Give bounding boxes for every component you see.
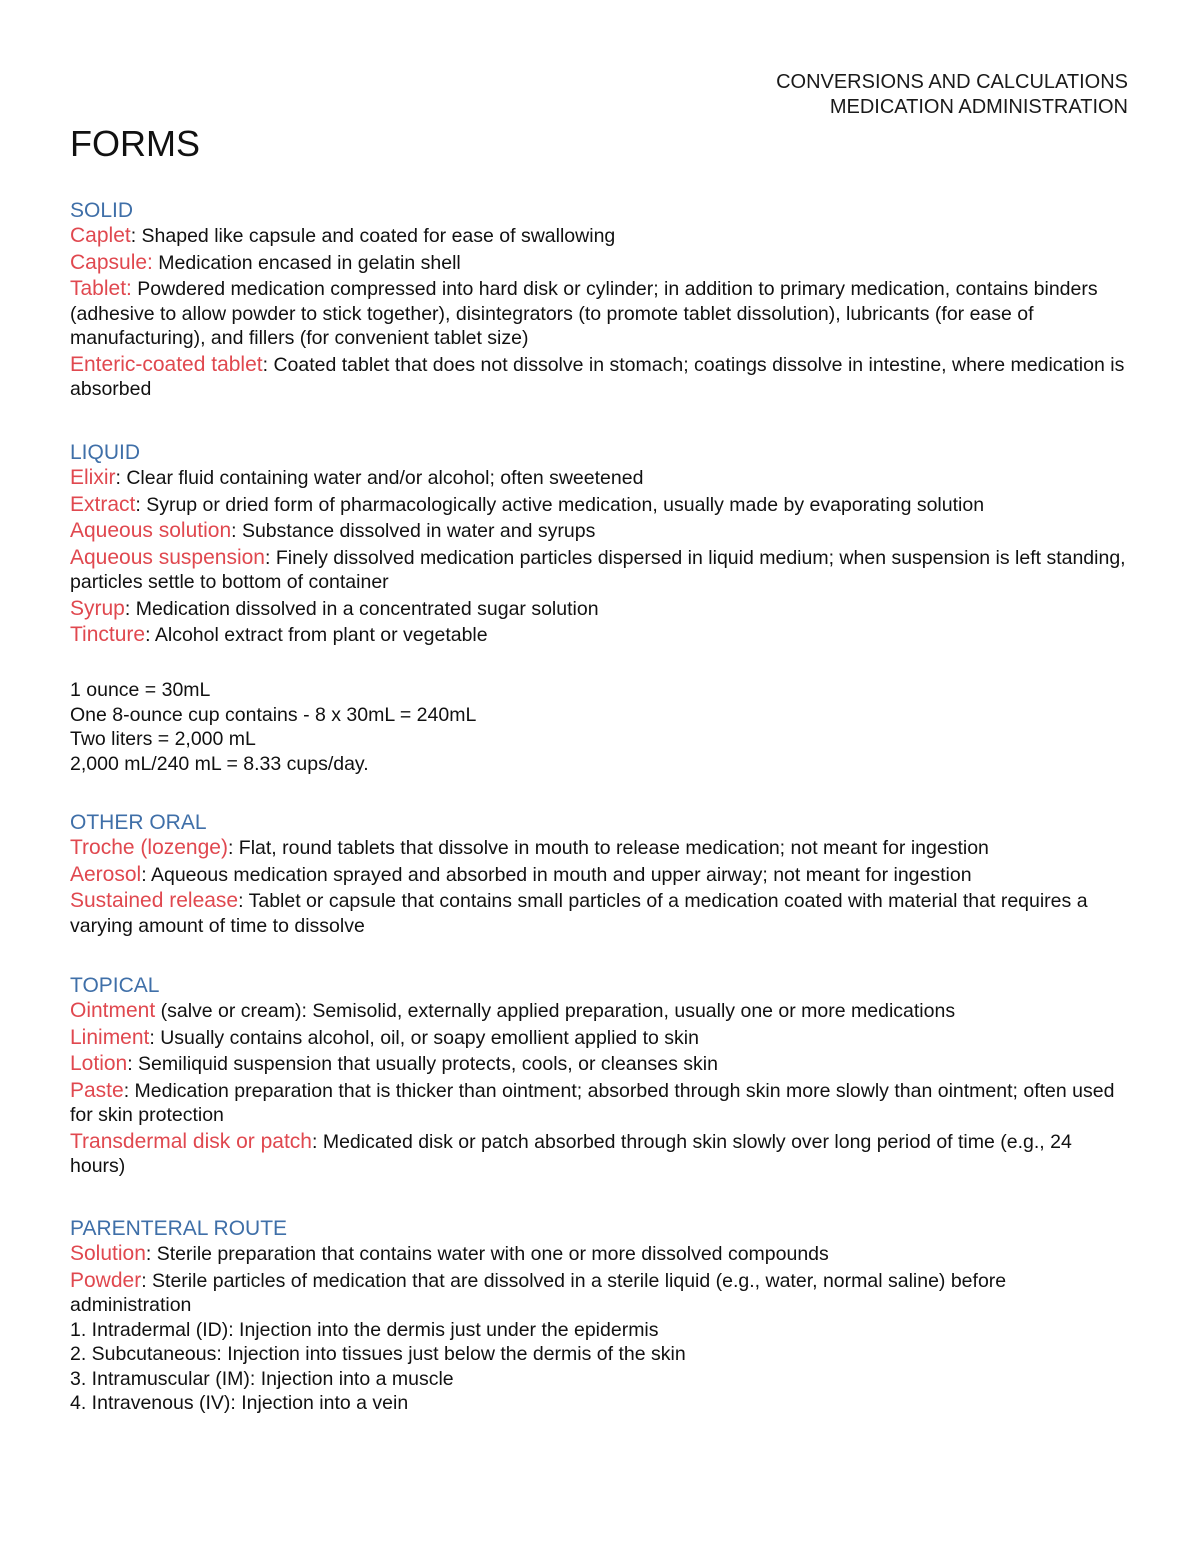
definition: : Medicated disk or patch absorbed through skin slowly over long period of time (e.g., 24 hours) <box>70 1130 1072 1177</box>
term: Liniment <box>70 1025 150 1049</box>
term: Troche (lozenge) <box>70 836 228 859</box>
definition: : Medication preparation that is thicker than ointment; absorbed through skin more slowly than ointment; often used for skin protection <box>70 1079 1115 1126</box>
definition-entry <box>70 889 1130 938</box>
definition-entry <box>70 1079 1130 1128</box>
conversion-line: One 8-ounce cup contains - 8 x 30mL = 240mL <box>70 703 477 726</box>
term: Paste <box>70 1078 124 1102</box>
definition: : Coated tablet that does not dissolve in stomach; coatings dissolve in intestine, where medication is absorbed <box>70 353 1125 400</box>
definition-entry <box>70 353 1130 402</box>
definition-entry <box>70 1269 1130 1318</box>
section-other-oral <box>70 809 1130 938</box>
term: Aqueous solution <box>70 519 232 542</box>
section-heading: PARENTERAL ROUTE <box>70 1217 288 1240</box>
definition-entry <box>70 863 1130 888</box>
definition: Powdered medication compressed into hard disk or cylinder; in addition to primary medication, contains binders (adhesive to allow powder to stick together), disintegrators (to promote tablet dissolution), lubricants (for ease of manufacturing), and fillers (for convenient tablet size) <box>70 278 1098 349</box>
term: Capsule: <box>70 250 153 274</box>
definition: : Medication dissolved in a concentrated sugar solution <box>124 597 599 620</box>
definition: : Sterile preparation that contains water with one or more dissolved compounds <box>145 1243 829 1265</box>
term: Lotion <box>70 1052 128 1075</box>
term: Aqueous suspension <box>70 545 265 569</box>
conversion-line: 2,000 mL/240 mL = 8.33 cups/day. <box>70 752 369 775</box>
section-solid <box>70 197 1130 402</box>
page-title: FORMS <box>70 123 200 164</box>
definition-entry <box>70 224 1130 249</box>
section-heading: LIQUID <box>70 441 141 464</box>
term: Aerosol <box>70 862 142 886</box>
definition: (salve or cream): Semisolid, externally applied preparation, usually one or more medications <box>155 1000 956 1022</box>
definition: : Shaped like capsule and coated for ease of swallowing <box>130 225 616 247</box>
route-item: 3. Intramuscular (IM): Injection into a muscle <box>70 1367 454 1390</box>
conversion-line: 1 ounce = 30mL <box>70 679 211 701</box>
section-parenteral-route <box>70 1215 1130 1416</box>
section-heading: TOPICAL <box>70 974 160 997</box>
definition-entry <box>70 1130 1130 1179</box>
term: Transdermal disk or patch <box>70 1129 312 1153</box>
term: Extract <box>70 492 136 516</box>
conversion-line: Two liters = 2,000 mL <box>70 728 256 750</box>
section-heading: OTHER ORAL <box>70 811 207 834</box>
term: Ointment <box>70 999 156 1022</box>
definition: : Clear fluid containing water and/or alcohol; often sweetened <box>115 467 644 489</box>
definition: Medication encased in gelatin shell <box>152 251 461 274</box>
term: Syrup <box>70 596 125 620</box>
term: Tablet: <box>70 277 132 300</box>
term: Solution <box>70 1242 146 1265</box>
route-item: 1. Intradermal (ID): Injection into the dermis just under the epidermis <box>70 1318 659 1341</box>
term: Powder <box>70 1268 142 1292</box>
conversion-list <box>70 678 1130 776</box>
definition-entry <box>70 1026 1130 1051</box>
definition-entry <box>70 519 1130 544</box>
definition-entry <box>70 251 1130 276</box>
section-topical <box>70 972 1130 1179</box>
route-item: 2. Subcutaneous: Injection into tissues just below the dermis of the skin <box>70 1343 686 1365</box>
definition-entry <box>70 1052 1130 1077</box>
definition-entry <box>70 623 1130 648</box>
term: Enteric-coated tablet <box>70 352 263 376</box>
definition: : Alcohol extract from plant or vegetable <box>145 624 488 646</box>
section-heading: SOLID <box>70 199 134 222</box>
definition-entry <box>70 597 1130 622</box>
definition: : Semiliquid suspension that usually protects, cools, or cleanses skin <box>127 1053 718 1075</box>
definition-entry <box>70 1242 1130 1267</box>
definition: : Aqueous medication sprayed and absorbed in mouth and upper airway; not meant for ingestion <box>141 863 972 886</box>
definition: : Syrup or dried form of pharmacologically active medication, usually made by evaporating solution <box>135 493 985 516</box>
definition: : Flat, round tablets that dissolve in mouth to release medication; not meant for ingestion <box>227 837 989 859</box>
definition-entry <box>70 836 1130 861</box>
term: Sustained release <box>70 889 239 912</box>
term: Caplet <box>70 224 131 247</box>
definition-entry <box>70 277 1130 351</box>
definition-entry <box>70 466 1130 491</box>
route-item: 4. Intravenous (IV): Injection into a vein <box>70 1392 409 1414</box>
header-line-2: MEDICATION ADMINISTRATION <box>829 96 1128 118</box>
page-header <box>776 70 1128 120</box>
term: Elixir <box>70 466 116 489</box>
term: Tincture <box>70 623 146 646</box>
definition: : Tablet or capsule that contains small particles of a medication coated with material that requires a varying amount of time to dissolve <box>70 890 1088 937</box>
definition: : Finely dissolved medication particles dispersed in liquid medium; when suspension is left standing, particles settle to bottom of container <box>70 546 1126 593</box>
definition: : Substance dissolved in water and syrups <box>231 520 596 542</box>
definition-entry <box>70 493 1130 518</box>
definition: : Usually contains alcohol, oil, or soapy emollient applied to skin <box>149 1026 699 1049</box>
definition-entry <box>70 999 1130 1024</box>
definition: : Sterile particles of medication that are dissolved in a sterile liquid (e.g., water, normal saline) before administration <box>70 1269 1007 1316</box>
section-liquid <box>70 439 1130 648</box>
header-line-1: CONVERSIONS AND CALCULATIONS <box>776 71 1128 93</box>
definition-entry <box>70 546 1130 595</box>
